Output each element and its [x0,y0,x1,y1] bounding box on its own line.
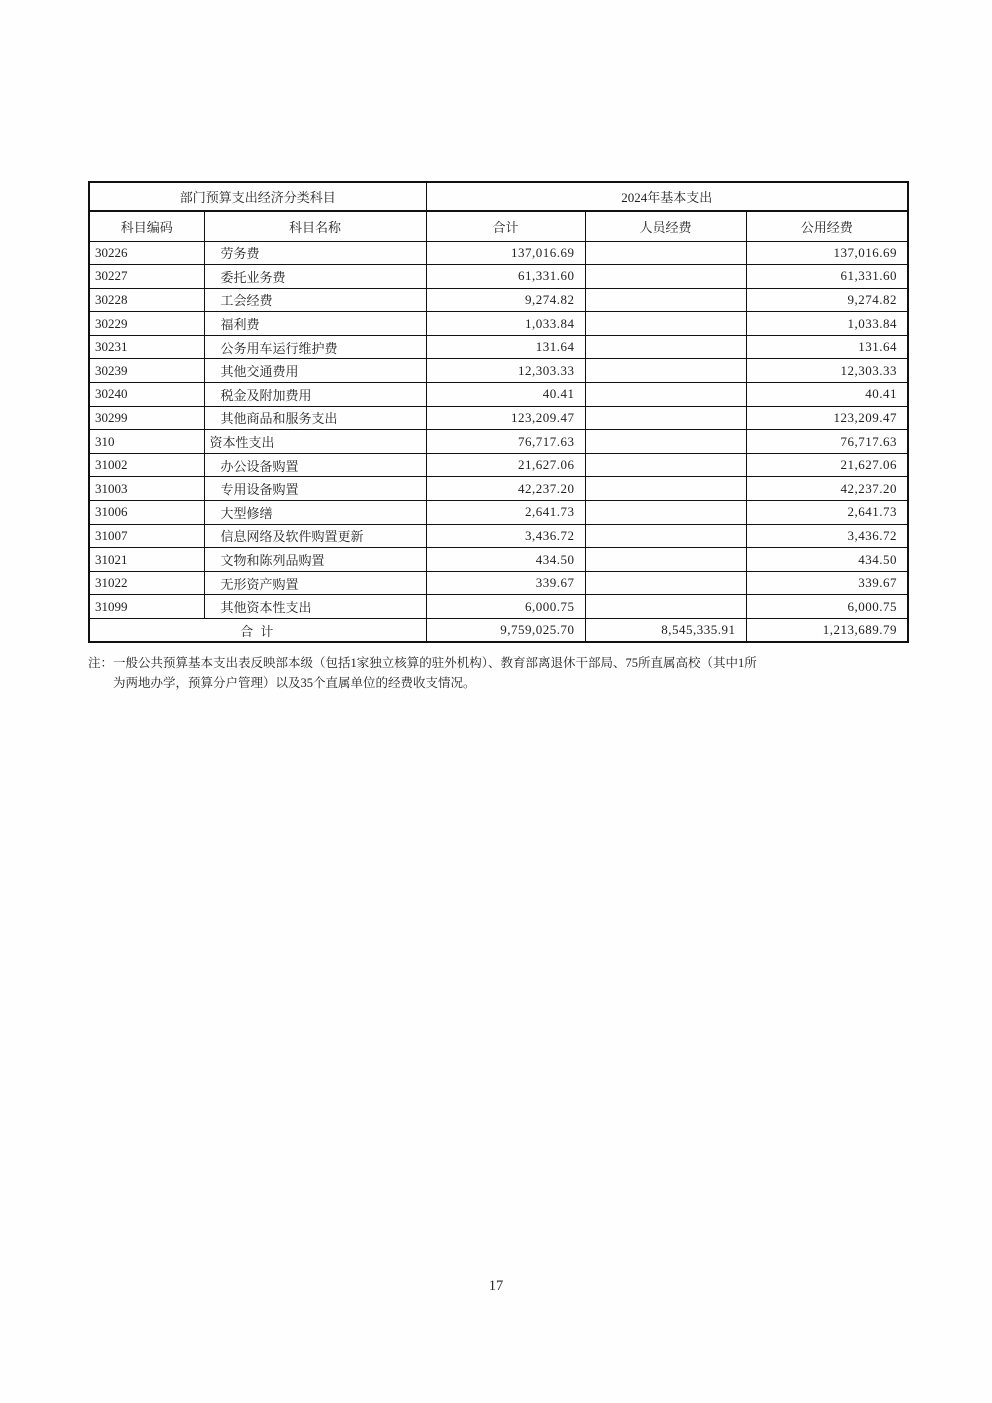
total-amount-cell: 137,016.69 [426,241,585,265]
table-total-row [89,619,908,643]
table-row [89,312,908,336]
total-amount-cell: 40.41 [426,383,585,407]
table-row [89,288,908,312]
budget-expenditure-table [88,181,909,643]
personnel-funds-cell [585,241,746,265]
subject-code-cell: 30229 [89,312,204,336]
public-funds-cell: 6,000.75 [746,595,908,619]
public-funds-cell: 339.67 [746,571,908,595]
public-funds-cell: 1,033.84 [746,312,908,336]
table-column-header-row [89,211,908,241]
subject-code-cell: 30228 [89,288,204,312]
total-amount-cell: 1,033.84 [426,312,585,336]
footnote-line-1: 一般公共预算基本支出表反映部本级（包括1家独立核算的驻外机构）、教育部离退休干部局、75所直属高校（其中1所 [113,656,757,670]
public-funds-cell: 2,641.73 [746,501,908,525]
grand-total-personnel-cell: 8,545,335.91 [585,619,746,643]
personnel-funds-cell [585,477,746,501]
column-header-subject-code: 科目编码 [89,211,204,241]
total-amount-cell: 2,641.73 [426,501,585,525]
public-funds-cell: 42,237.20 [746,477,908,501]
personnel-funds-cell [585,359,746,383]
page-number: 17 [488,1278,504,1294]
total-amount-cell: 131.64 [426,335,585,359]
subject-name-cell: 其他交通费用 [204,359,426,383]
table-row [89,501,908,525]
public-funds-cell: 76,717.63 [746,430,908,454]
table-row [89,453,908,477]
subject-name-cell: 劳务费 [204,241,426,265]
subject-name-cell: 公务用车运行维护费 [204,335,426,359]
subject-code-cell: 30231 [89,335,204,359]
personnel-funds-cell [585,265,746,289]
grand-total-public-cell: 1,213,689.79 [746,619,908,643]
subject-name-cell: 税金及附加费用 [204,383,426,407]
personnel-funds-cell [585,288,746,312]
public-funds-cell: 123,209.47 [746,406,908,430]
subject-name-cell: 无形资产购置 [204,571,426,595]
total-amount-cell: 61,331.60 [426,265,585,289]
personnel-funds-cell [585,571,746,595]
public-funds-cell: 3,436.72 [746,524,908,548]
table-row [89,430,908,454]
total-amount-cell: 76,717.63 [426,430,585,454]
subject-code-cell: 31099 [89,595,204,619]
total-amount-cell: 12,303.33 [426,359,585,383]
table-row [89,265,908,289]
table-row [89,595,908,619]
total-amount-cell: 6,000.75 [426,595,585,619]
subject-code-cell: 30239 [89,359,204,383]
public-funds-cell: 137,016.69 [746,241,908,265]
public-funds-cell: 61,331.60 [746,265,908,289]
column-header-personnel-funds: 人员经费 [585,211,746,241]
subject-code-cell: 30226 [89,241,204,265]
public-funds-cell: 131.64 [746,335,908,359]
table-row [89,524,908,548]
subject-name-cell: 办公设备购置 [204,453,426,477]
table-row [89,477,908,501]
personnel-funds-cell [585,335,746,359]
column-header-subject-name: 科目名称 [204,211,426,241]
subject-code-cell: 30227 [89,265,204,289]
subject-code-cell: 31003 [89,477,204,501]
personnel-funds-cell [585,548,746,572]
public-funds-cell: 12,303.33 [746,359,908,383]
personnel-funds-cell [585,524,746,548]
public-funds-cell: 21,627.06 [746,453,908,477]
subject-name-cell: 福利费 [204,312,426,336]
table-row [89,571,908,595]
subject-code-cell: 31022 [89,571,204,595]
personnel-funds-cell [585,312,746,336]
subject-code-cell: 30299 [89,406,204,430]
footnote-prefix: 注： [88,656,114,670]
footnote-text [113,653,898,693]
public-funds-cell: 40.41 [746,383,908,407]
table-row [89,359,908,383]
total-amount-cell: 434.50 [426,548,585,572]
table-row [89,241,908,265]
column-header-public-funds: 公用经费 [746,211,908,241]
group-header-subject-classification: 部门预算支出经济分类科目 [89,182,426,211]
subject-code-cell: 310 [89,430,204,454]
total-amount-cell: 3,436.72 [426,524,585,548]
subject-code-cell: 31007 [89,524,204,548]
personnel-funds-cell [585,501,746,525]
subject-code-cell: 31021 [89,548,204,572]
table-row [89,383,908,407]
subject-name-cell: 大型修缮 [204,501,426,525]
total-amount-cell: 123,209.47 [426,406,585,430]
subject-name-cell: 文物和陈列品购置 [204,548,426,572]
personnel-funds-cell [585,595,746,619]
personnel-funds-cell [585,430,746,454]
subject-name-cell: 专用设备购置 [204,477,426,501]
total-amount-cell: 9,274.82 [426,288,585,312]
public-funds-cell: 9,274.82 [746,288,908,312]
footnote [88,653,898,693]
subject-code-cell: 30240 [89,383,204,407]
group-header-2024-basic-expenditure: 2024年基本支出 [426,182,908,211]
subject-code-cell: 31006 [89,501,204,525]
footnote-line-2: 为两地办学，预算分户管理）以及35个直属单位的经费收支情况。 [113,676,476,690]
column-header-total: 合计 [426,211,585,241]
table-row [89,406,908,430]
table-row [89,548,908,572]
subject-name-cell: 委托业务费 [204,265,426,289]
table-row [89,335,908,359]
total-amount-cell: 42,237.20 [426,477,585,501]
total-amount-cell: 339.67 [426,571,585,595]
personnel-funds-cell [585,383,746,407]
total-amount-cell: 21,627.06 [426,453,585,477]
subject-name-cell: 工会经费 [204,288,426,312]
subject-name-cell: 其他资本性支出 [204,595,426,619]
grand-total-amount-cell: 9,759,025.70 [426,619,585,643]
public-funds-cell: 434.50 [746,548,908,572]
subject-name-cell: 信息网络及软件购置更新 [204,524,426,548]
subject-name-cell: 其他商品和服务支出 [204,406,426,430]
subject-name-cell: 资本性支出 [204,430,426,454]
personnel-funds-cell [585,453,746,477]
grand-total-label-cell: 合 计 [89,619,426,643]
subject-code-cell: 31002 [89,453,204,477]
personnel-funds-cell [585,406,746,430]
table-group-header-row [89,182,908,211]
